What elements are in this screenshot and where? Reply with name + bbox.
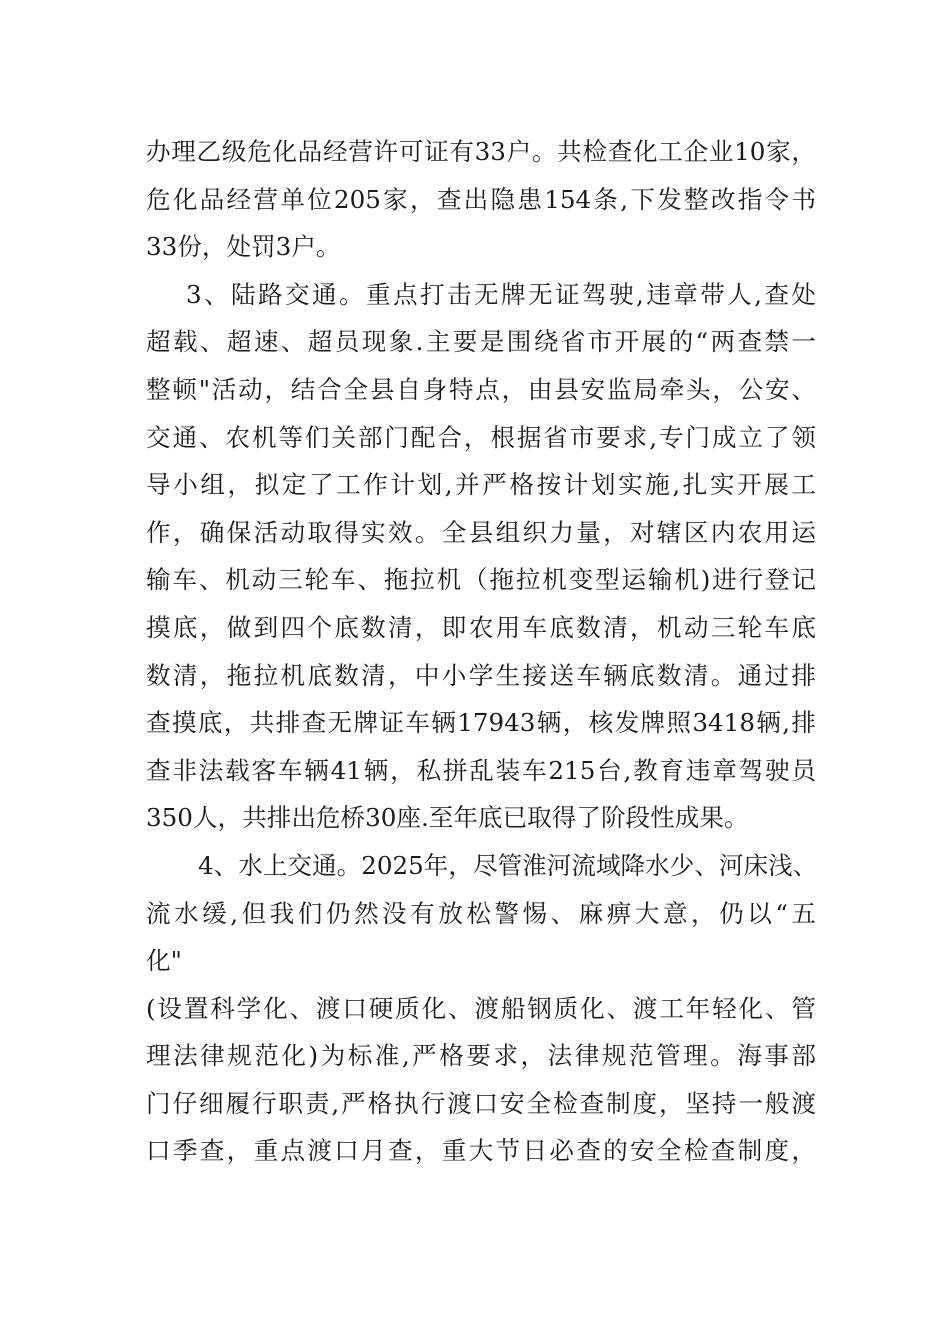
document-body [146, 128, 816, 1175]
text-line: 超载、超速、超员现象.主要是围绕省市开展的“两查禁一 [146, 327, 816, 357]
text-line: 门仔细履行职责,严格执行渡口安全检查制度，坚持一般渡 [146, 1088, 816, 1118]
text-line: 查非法载客车辆41辆，私拼乱装车215台,教育违章驾驶员 [146, 755, 816, 785]
text-line: 口季查，重点渡口月查，重大节日必查的安全检查制度， [146, 1136, 816, 1166]
text-line: 交通、农机等们关部门配合，根据省市要求,专门成立了领 [146, 422, 816, 452]
paragraph-start-line: 3、陆路交通。重点打击无牌无证驾驶,违章带人,查处 [186, 279, 816, 309]
text-line: 整顿"活动，结合全县自身特点，由县安监局牵头，公安、 [146, 374, 816, 404]
text-line: 作，确保活动取得实效。全县组织力量，对辖区内农用运 [146, 517, 816, 547]
text-line: 查摸底，共排查无牌证车辆17943辆，核发牌照3418辆,排 [146, 708, 816, 738]
text-line: 办理乙级危化品经营许可证有33户。共检查化工企业10家， [146, 137, 816, 166]
text-line: 数清，拖拉机底数清，中小学生接送车辆底数清。通过排 [146, 660, 816, 690]
paragraph-start-line: 4、水上交通。2025年，尽管淮河流域降水少、河床浅、 [198, 850, 818, 880]
text-line: 危化品经营单位205家，查出隐患154条,下发整改指令书 [146, 184, 816, 214]
text-line: (设置科学化、渡口硬质化、渡船钢质化、渡工年轻化、管 [146, 993, 816, 1023]
text-line: 理法律规范化)为标准,严格要求，法律规范管理。海事部 [146, 1041, 816, 1071]
text-line: 33份，处罚3户。 [146, 232, 341, 262]
text-line: 导小组，拟定了工作计划,并严格按计划实施,扎实开展工 [146, 470, 816, 500]
text-line: 摸底，做到四个底数清，即农用车底数清，机动三轮车底 [146, 612, 816, 642]
text-line: 输车、机动三轮车、拖拉机（拖拉机变型运输机)进行登记 [146, 565, 816, 595]
text-line: 化" [146, 946, 182, 976]
text-line: 流水缓,但我们仍然没有放松警惕、麻痹大意，仍以“五 [146, 898, 816, 928]
text-line: 350人，共排出危桥30座.至年底已取得了阶段性成果。 [146, 803, 749, 833]
